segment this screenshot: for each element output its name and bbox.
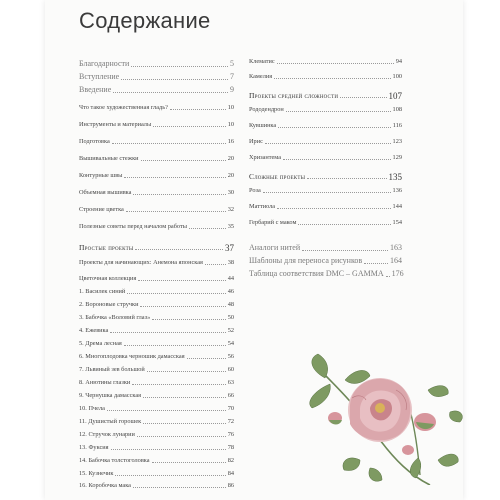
leader-dots <box>307 178 386 179</box>
toc-entry[interactable]: 4. Ежевика 52 <box>79 327 234 334</box>
leader-dots <box>205 264 226 265</box>
toc-entry[interactable]: Благодарности 5 <box>79 59 234 68</box>
leader-dots <box>189 228 226 229</box>
leader-dots <box>283 159 391 160</box>
leader-dots <box>265 143 391 144</box>
leader-dots <box>277 208 390 209</box>
leader-dots <box>277 63 394 64</box>
leader-dots <box>135 249 223 250</box>
leader-dots <box>364 263 388 264</box>
leader-dots <box>147 371 226 372</box>
toc-entry[interactable]: Роза 136 <box>249 187 402 194</box>
toc-entry[interactable]: Шаблоны для переноса рисунков 164 <box>249 256 402 265</box>
toc-entry[interactable]: 6. Многоплодовка черношик дамасская 56 <box>79 353 234 360</box>
toc-entry[interactable]: Цветочная коллекция 44 <box>79 275 234 282</box>
toc-entry[interactable]: Клематис 94 <box>249 58 402 65</box>
section-medium-projects[interactable]: Проекты средней сложности 107 <box>249 91 402 101</box>
leader-dots <box>111 449 226 450</box>
leader-dots <box>124 177 225 178</box>
toc-entry[interactable]: Камелия 100 <box>249 73 402 80</box>
leader-dots <box>274 78 390 79</box>
toc-entry[interactable]: Вышивальные стежки 20 <box>79 155 234 162</box>
toc-entry[interactable]: 8. Анютины глазки 63 <box>79 379 234 386</box>
leader-dots <box>152 462 226 463</box>
leader-dots <box>132 384 225 385</box>
toc-entry[interactable]: Рододендрон 108 <box>249 106 402 113</box>
toc-entry[interactable]: 9. Чернушка дамасская 66 <box>79 392 234 399</box>
leader-dots <box>143 397 226 398</box>
leader-dots <box>298 224 390 225</box>
leader-dots <box>121 79 228 80</box>
section-simple-projects[interactable]: Простые проекты 37 <box>79 243 234 253</box>
toc-entry[interactable]: Что такое художественная гладь? 10 <box>79 104 234 111</box>
leader-dots <box>143 423 226 424</box>
page-title: Содержание <box>79 8 211 33</box>
leader-dots <box>386 276 390 277</box>
leader-dots <box>113 92 228 93</box>
toc-entry[interactable]: 3. Бабочка «Воловий глаз» 50 <box>79 314 234 321</box>
rose-illustration <box>300 350 465 485</box>
leader-dots <box>340 97 386 98</box>
leader-dots <box>286 111 391 112</box>
leader-dots <box>124 345 226 346</box>
leader-dots <box>115 475 225 476</box>
leader-dots <box>152 319 225 320</box>
toc-entry[interactable]: Ирис 123 <box>249 138 402 145</box>
leader-dots <box>133 487 226 488</box>
leader-dots <box>138 280 225 281</box>
toc-entry[interactable]: Гербарий с маком 154 <box>249 219 402 226</box>
toc-entry[interactable]: 5. Дрема лесная 54 <box>79 340 234 347</box>
toc-entry[interactable]: Таблица соответствия DMC – GAMMA 176 <box>249 269 404 278</box>
toc-entry[interactable]: Введение 9 <box>79 85 234 94</box>
leader-dots <box>126 211 226 212</box>
toc-entry[interactable]: Подготовка 16 <box>79 138 234 145</box>
leader-dots <box>141 160 226 161</box>
leader-dots <box>187 358 226 359</box>
leader-dots <box>137 436 226 437</box>
toc-entry[interactable]: 2. Вороновые стручки 48 <box>79 301 234 308</box>
leader-dots <box>107 410 226 411</box>
leader-dots <box>170 109 226 110</box>
toc-entry[interactable]: Аналоги нитей 163 <box>249 243 402 252</box>
toc-entry[interactable]: Контурные швы 20 <box>79 172 234 179</box>
toc-entry[interactable]: Строение цветка 32 <box>79 206 234 213</box>
leader-dots <box>127 293 225 294</box>
toc-entry[interactable]: Вступление 7 <box>79 72 234 81</box>
toc-entry[interactable]: 13. Фуксия 78 <box>79 444 234 451</box>
toc-entry[interactable]: Полезные советы перед началом работы 35 <box>79 223 234 230</box>
leader-dots <box>133 194 225 195</box>
toc-entry[interactable]: Кувшинка 116 <box>249 122 402 129</box>
leader-dots <box>263 192 391 193</box>
toc-entry[interactable]: 10. Пчела 70 <box>79 405 234 412</box>
leader-dots <box>131 66 228 67</box>
leader-dots <box>110 332 225 333</box>
toc-entry[interactable]: 16. Коробочка мака 86 <box>79 482 234 489</box>
leader-dots <box>302 250 388 251</box>
toc-entry[interactable]: Проекты для начинающих: Анемона японская 38 <box>79 259 234 266</box>
toc-entry[interactable]: 12. Стручок лунарии 76 <box>79 431 234 438</box>
toc-entry[interactable]: 1. Василек синий 46 <box>79 288 234 295</box>
leader-dots <box>112 143 226 144</box>
toc-entry[interactable]: 15. Кузнечик 84 <box>79 470 234 477</box>
toc-entry[interactable]: 14. Бабочка толстоголовка 82 <box>79 457 234 464</box>
toc-entry[interactable]: Объемная вышивка 30 <box>79 189 234 196</box>
leader-dots <box>153 126 226 127</box>
toc-entry[interactable]: Инструменты и материалы 10 <box>79 121 234 128</box>
toc-entry[interactable]: Хризантема 129 <box>249 154 402 161</box>
toc-entry[interactable]: Маттиола 144 <box>249 203 402 210</box>
toc-entry[interactable]: 7. Львиный зев большой 60 <box>79 366 234 373</box>
leader-dots <box>140 306 225 307</box>
leader-dots <box>278 127 391 128</box>
toc-entry[interactable]: 11. Душистый горошек 72 <box>79 418 234 425</box>
section-complex-projects[interactable]: Сложные проекты 135 <box>249 172 402 182</box>
